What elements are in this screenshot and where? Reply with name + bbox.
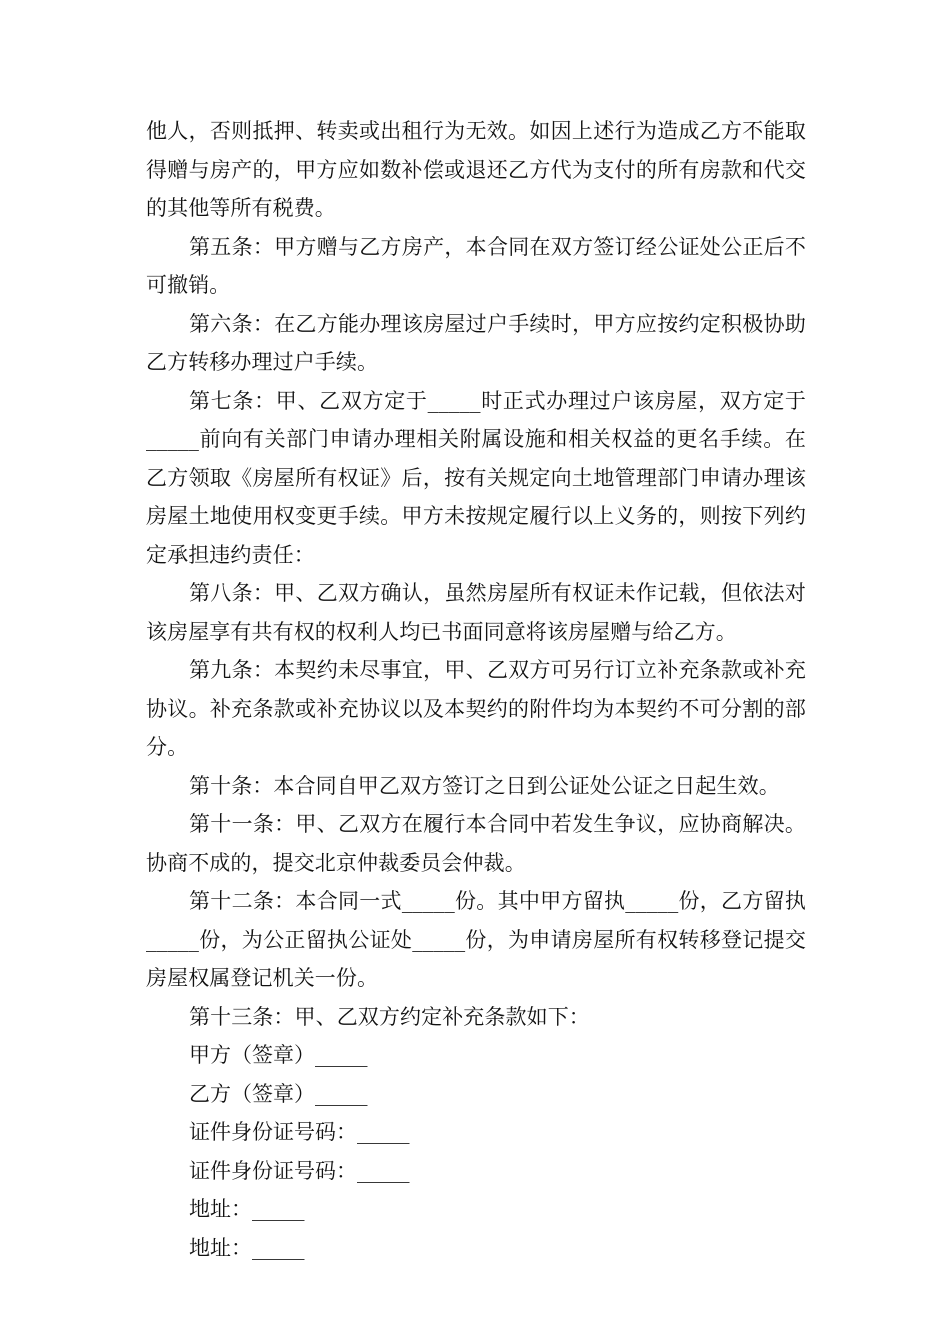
clause-10: 第十条：本合同自甲乙双方签订之日到公证处公证之日起生效。 [189, 773, 780, 798]
party-a-id-number-line: 证件身份证号码：_____ [189, 1120, 410, 1144]
clause-9: 第九条：本契约未尽事宜，甲、乙双方可另行订立补充条款或补充协议。补充条款或补充协议以及本契约的附件均为本契约不可分割的部分。 [146, 658, 806, 759]
clause-continuation: 他人，否则抵押、转卖或出租行为无效。如因上述行为造成乙方不能取得赠与房产的，甲方应如数补偿或退还乙方代为支付的所有房款和代交的其他等所有税费。 [146, 119, 806, 220]
clause-8: 第八条：甲、乙双方确认，虽然房屋所有权证未作记载，但依法对该房屋享有共有权的权利人均已书面同意将该房屋赠与给乙方。 [146, 581, 806, 644]
clause-12: 第十二条：本合同一式_____份。其中甲方留执_____份，乙方留执_____份，为公正留执公证处_____份，为申请房屋所有权转移登记提交房屋权属登记机关一份。 [146, 889, 806, 990]
party-b-signature-line: 乙方（签章）_____ [189, 1081, 368, 1106]
clause-5: 第五条：甲方赠与乙方房产，本合同在双方签订经公证处公正后不可撤销。 [146, 234, 806, 297]
party-a-signature-line: 甲方（签章）_____ [189, 1043, 368, 1067]
party-a-address-line: 地址：_____ [189, 1197, 305, 1221]
clause-11: 第十一条：甲、乙双方在履行本合同中若发生争议，应协商解决。协商不成的，提交北京仲裁委员会仲裁。 [146, 812, 806, 875]
clause-7: 第七条：甲、乙双方定于_____时正式办理过户该房屋，双方定于_____前向有关部门申请办理相关附属设施和相关权益的更名手续。在乙方领取《房屋所有权证》后，按有关规定向土地管理部门申请办理该房屋土地使用权变更手续。甲方未按规定履行以上义务的，则按下列约定承担违约责任： [146, 388, 806, 567]
clause-13: 第十三条：甲、乙双方约定补充条款如下： [189, 1004, 590, 1029]
document-page [146, 112, 806, 1267]
clause-6: 第六条：在乙方能办理该房屋过户手续时，甲方应按约定积极协助乙方转移办理过户手续。 [146, 311, 806, 374]
party-b-address-line: 地址：_____ [189, 1235, 305, 1260]
party-b-id-number-line: 证件身份证号码：_____ [189, 1158, 410, 1183]
